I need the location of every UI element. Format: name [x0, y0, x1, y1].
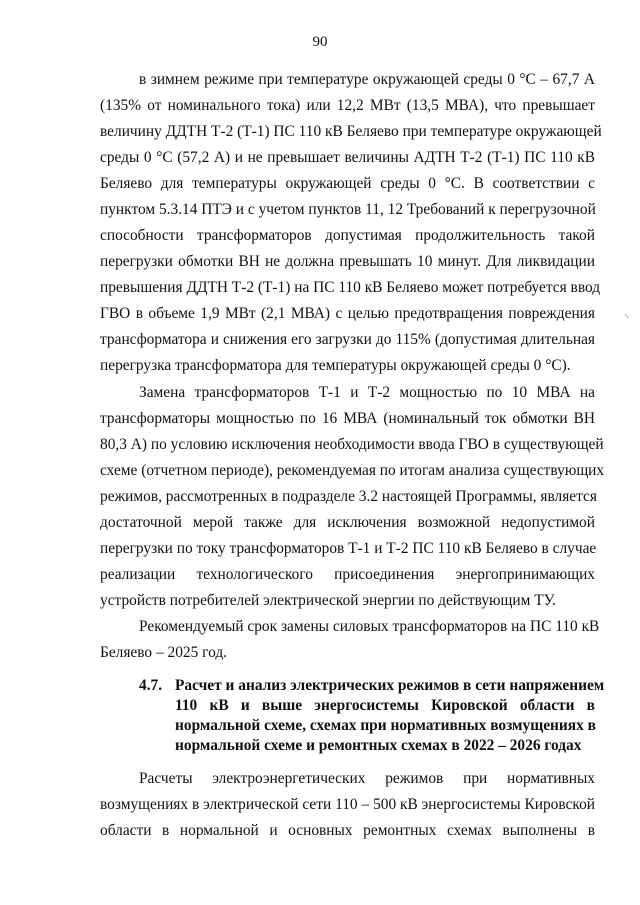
text-line: Замена трансформаторов Т-1 и Т-2 мощностью по 10 МВА на	[139, 384, 595, 401]
heading-line: Расчет и анализ электрических режимов в сети напряжением	[175, 677, 605, 694]
text-line: Расчеты электроэнергетических режимов при нормативных	[139, 770, 595, 787]
text-line: пунктом 5.3.14 ПТЭ и с учетом пунктов 11, 12 Требований к перегрузочной	[100, 201, 596, 218]
text-line: 80,3 А) по условию исключения необходимости ввода ГВО в существующей	[100, 436, 604, 453]
text-line: ГВО в объеме 1,9 МВт (2,1 МВА) с целью предотвращения повреждения	[100, 305, 595, 322]
section-number: 4.7.	[139, 677, 163, 694]
scan-edge-mark: ⸌	[624, 313, 630, 325]
text-line: трансформаторы мощностью по 16 МВА (номинальный ток обмотки ВН	[100, 410, 595, 427]
text-line: устройств потребителей электрической энергии по действующим ТУ.	[100, 592, 556, 609]
text-line: схеме (отчетном периоде), рекомендуемая по итогам анализа существующих	[100, 462, 605, 479]
text-line: Рекомендуемый срок замены силовых трансформаторов на ПС 110 кВ	[139, 618, 600, 635]
text-line: перегрузки обмотки ВН не должна превышать 10 минут. Для ликвидации	[100, 253, 595, 270]
text-line: области в нормальной и основных ремонтных схемах выполнены в	[100, 822, 595, 839]
text-line: режимов, рассмотренных в подразделе 3.2 настоящей Программы, является	[100, 488, 597, 505]
text-line: превышения ДДТН Т-2 (Т-1) на ПС 110 кВ Беляево может потребуется ввод	[100, 279, 601, 296]
text-line: реализации технологического присоединения энергопринимающих	[100, 566, 595, 583]
text-line: трансформатора и снижения его загрузки до 115% (допустимая длительная	[100, 331, 595, 348]
heading-line: нормальной схеме, схемах при нормативных возмущениях в	[175, 717, 596, 734]
text-line: в зимнем режиме при температуре окружающей среды 0 °С – 67,7 А	[139, 71, 595, 88]
page-number: 90	[312, 34, 328, 50]
text-line: возмущениях в электрической сети 110 – 500 кВ энергосистемы Кировской	[100, 796, 595, 813]
text-line: Беляево для температуры окружающей среды 0 °С. В соответствии с	[100, 175, 595, 192]
text-line: величину ДДТН Т-2 (Т-1) ПС 110 кВ Беляево при температуре окружающей	[100, 123, 602, 140]
text-line: (135% от номинального тока) или 12,2 МВт (13,5 МВА), что превышает	[100, 97, 595, 114]
text-line: среды 0 °С (57,2 А) и не превышает величины АДТН Т-2 (Т-1) ПС 110 кВ	[100, 149, 595, 166]
text-line: достаточной мерой также для исключения возможной недопустимой	[100, 514, 595, 531]
text-line: Беляево – 2025 год.	[100, 644, 227, 661]
text-line: способности трансформаторов допустимая продолжительность такой	[100, 227, 595, 244]
text-line: перегрузки по току трансформаторов Т-1 и Т-2 ПС 110 кВ Беляево в случае	[100, 540, 597, 557]
heading-line: нормальной схеме и ремонтных схемах в 2022 – 2026 годах	[175, 737, 582, 754]
heading-line: 110 кВ и выше энергосистемы Кировской области в	[175, 697, 595, 714]
text-line: перегрузка трансформатора для температуры окружающей среды 0 °С).	[100, 357, 571, 374]
